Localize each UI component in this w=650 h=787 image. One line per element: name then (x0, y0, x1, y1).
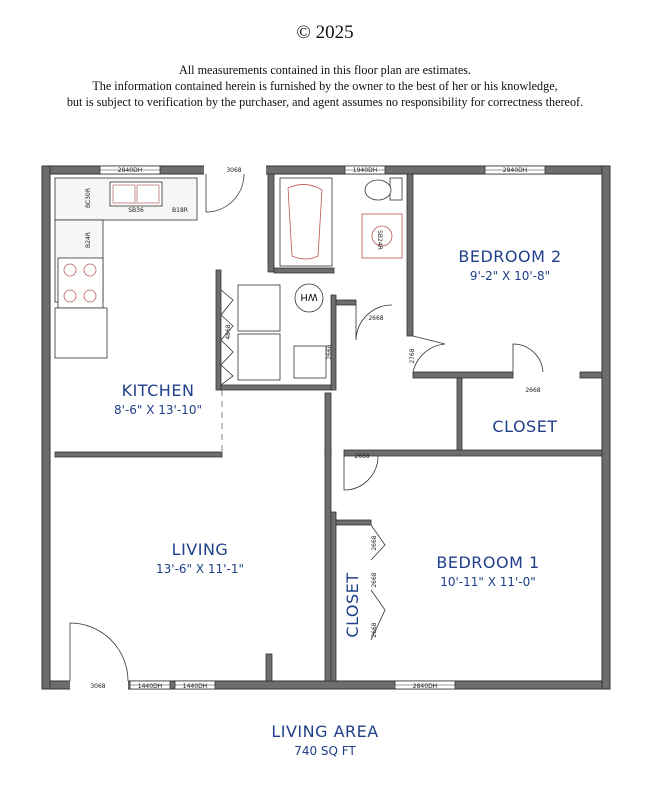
kitchen-name: KITCHEN (121, 381, 195, 400)
copyright-notice: © 2025 (296, 22, 354, 43)
door-bath-label: 2668 (368, 315, 384, 322)
base-cabinet-left-label: BC30R (85, 187, 92, 209)
window-living1-label: 1440DH (137, 683, 163, 690)
kitchen-dims: 8'-6" X 13'-10" (114, 403, 202, 417)
window-bath-label: 1940DH (352, 167, 378, 174)
closet-b-name: CLOSET (343, 572, 362, 638)
bedroom1-name: BEDROOM 1 (436, 553, 540, 572)
kitchen-cabinets (55, 178, 197, 358)
disclaimer-line-3: but is subject to verification by the purchaser, and agent assumes no responsibility for correctness thereof. (66, 95, 584, 109)
disclaimer-line-2: The information contained herein is furnished by the owner to the best of her or his knowledge, (92, 79, 558, 93)
disclaimer-line-1: All measurements contained in this floor plan are estimates. (178, 63, 472, 77)
bedroom2-dims: 9'-2" X 10'-8" (469, 269, 551, 283)
living-name: LIVING (171, 540, 229, 559)
sink-label: SB36 (128, 207, 144, 214)
bath-fixtures (280, 178, 402, 266)
door-hall-label: 2668 (354, 453, 370, 460)
door-bed1-label: 2668 (371, 572, 378, 588)
window-bed2-label: 2840DH (502, 167, 528, 174)
door-closet-b1-label: 2668 (371, 535, 378, 551)
door-laundry-label: 4868 (225, 324, 232, 340)
bedroom2-name: BEDROOM 2 (458, 247, 562, 266)
living-area-size: 740 SQ FT (294, 744, 356, 758)
base-corner-label: B24R (85, 232, 92, 248)
door-kitchen-label: 3068 (226, 167, 242, 174)
window-living2-label: 1440DH (182, 683, 208, 690)
door-closet-a-label: 2668 (525, 387, 541, 394)
door-closet-b2-label: 2668 (371, 622, 378, 638)
door-linen-label: 2668 (326, 344, 333, 360)
living-area-title: LIVING AREA (271, 722, 379, 741)
water-heater-label: WH (300, 291, 318, 302)
door-entry-label: 3068 (90, 683, 106, 690)
vanity-label: SB24R (376, 230, 383, 250)
closet-a-name: CLOSET (492, 417, 558, 436)
window-kitchen-label: 2840DH (117, 167, 143, 174)
bedroom1-dims: 10'-11" X 11'-0" (440, 575, 536, 589)
window-bed1-label: 2840DH (412, 683, 438, 690)
living-dims: 13'-6" X 11'-1" (156, 562, 244, 576)
door-bed2-label: 2768 (409, 348, 416, 364)
base-cabinet-right-label: B18R (172, 207, 188, 214)
